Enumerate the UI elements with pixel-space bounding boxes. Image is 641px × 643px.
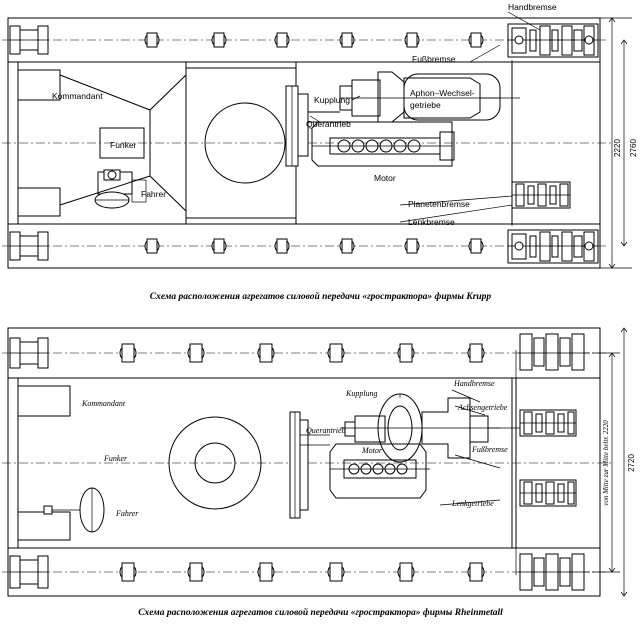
label-kommandant: Kommandant	[52, 91, 103, 101]
diagram-rheinmetall	[0, 320, 641, 643]
label-fussbremse: Fußbremse	[412, 54, 456, 64]
label-kupplung: Kupplung	[346, 389, 378, 398]
label-fussbremse: Fußbremse	[472, 445, 508, 454]
label-aphon-wechselgetriebe-line1: Aphon–Wechsel-	[410, 88, 475, 98]
label-aphon-wechselgetriebe-line2: getriebe	[410, 100, 441, 110]
dimension-2220: 2220	[613, 139, 622, 157]
label-fahrer: Fahrer	[116, 509, 139, 518]
label-kommandant: Kommandant	[82, 399, 126, 408]
label-planetenbremse: Planetenbremse	[408, 199, 470, 209]
label-querantrieb: Querantrieb	[306, 426, 346, 435]
label-motor: Motor	[374, 173, 396, 183]
diagram-krupp	[0, 0, 641, 310]
label-lenkgetriebe: Lenkgetriebe	[452, 499, 494, 508]
label-fahrer: Fahrer	[141, 189, 167, 199]
caption-rheinmetall: Схема расположения агрегатов силовой передачи «гростpактора» фирмы Rheinmetall	[138, 608, 503, 618]
label-achsengetriebe: Achsengetriebe	[458, 403, 508, 412]
label-kupplung: Kupplung	[314, 95, 350, 105]
label-funker: Funker	[104, 454, 128, 463]
label-lenkbremse: Lenkbremse	[408, 217, 455, 227]
label-motor: Motor	[362, 446, 382, 455]
dimension-2720: 2720	[627, 454, 636, 472]
label-handbremse: Handbremse	[454, 379, 495, 388]
label-querantrieb: Querantrieb	[306, 119, 351, 129]
dimension-2220: von Mitte zur Mitte beltr. 2220	[602, 420, 610, 506]
caption-krupp: Схема расположения агрегатов силовой передачи «гростpактора» фирмы Krupp	[149, 292, 492, 302]
dimension-2760: 2760	[629, 139, 638, 157]
label-funker: Funker	[110, 140, 137, 150]
label-handbremse: Handbremse	[508, 2, 557, 12]
